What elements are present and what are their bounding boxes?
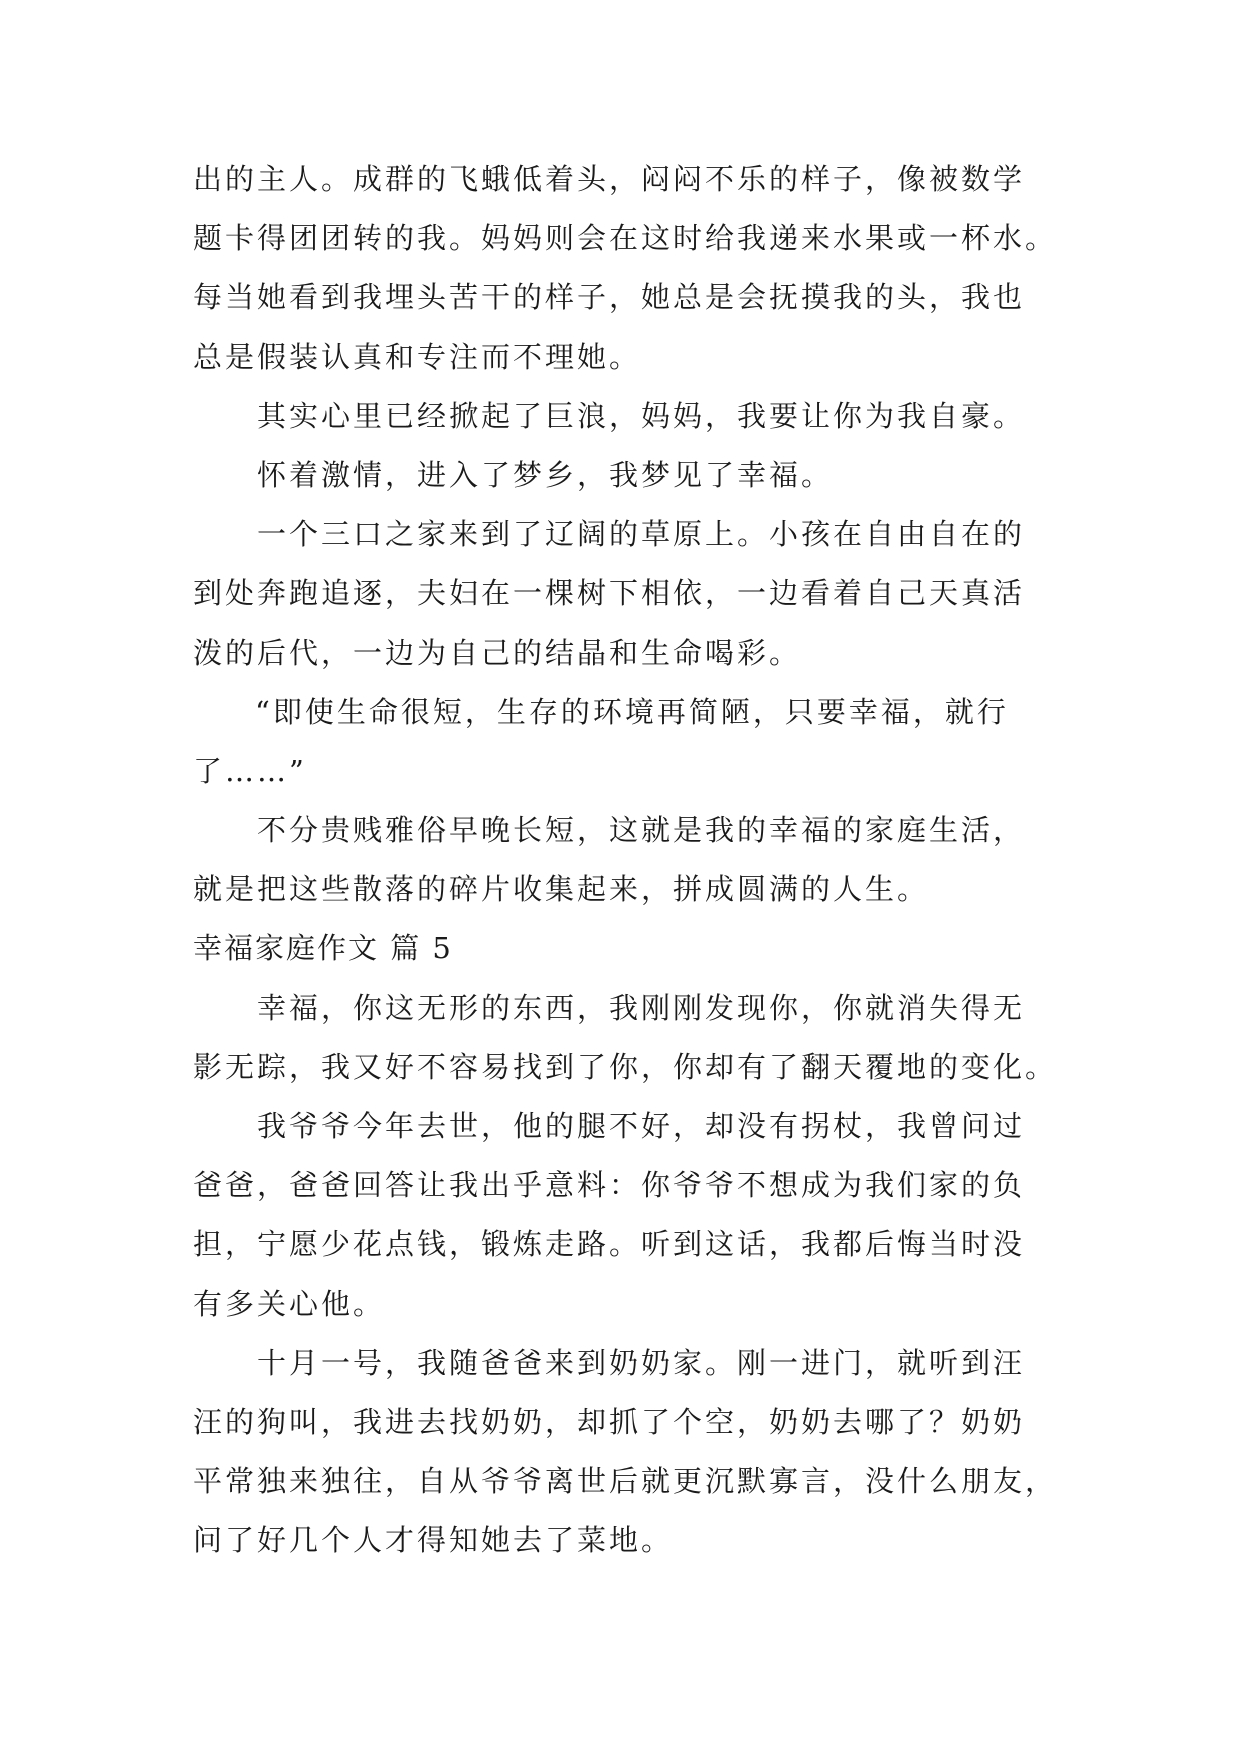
text-line: 十月一号，我随爸爸来到奶奶家。刚一进门，就听到汪 — [257, 1345, 1026, 1380]
text-line: 平常独来独往，自从爷爷离世后就更沉默寡言，没什么朋友， — [193, 1464, 1058, 1499]
text-line: 泼的后代，一边为自己的结晶和生命喝彩。 — [193, 635, 802, 670]
text-line: 汪的狗叫，我进去找奶奶，却抓了个空，奶奶去哪了？奶奶 — [193, 1404, 1026, 1439]
text-line: 影无踪，我又好不容易找到了你，你却有了翻天覆地的变化。 — [193, 1049, 1058, 1084]
text-line: 担，宁愿少花点钱，锻炼走路。听到这话，我都后悔当时没 — [193, 1227, 1026, 1262]
text-line: 总是假装认真和专注而不理她。 — [193, 339, 642, 374]
text-line: 其实心里已经掀起了巨浪，妈妈，我要让你为我自豪。 — [257, 398, 1026, 433]
text-line: “即使生命很短，生存的环境再简陋，只要幸福，就行 — [255, 694, 1009, 729]
text-line: 了……” — [193, 753, 307, 788]
section-heading: 幸福家庭作文 篇 5 — [193, 931, 453, 966]
text-line: 题卡得团团转的我。妈妈则会在这时给我递来水果或一杯水。 — [193, 221, 1058, 256]
text-line: 怀着激情，进入了梦乡，我梦见了幸福。 — [257, 457, 834, 492]
text-line: 出的主人。成群的飞蛾低着头，闷闷不乐的样子，像被数学 — [193, 162, 1026, 196]
text-line: 就是把这些散落的碎片收集起来，拼成圆满的人生。 — [193, 872, 930, 907]
text-line: 有多关心他。 — [193, 1286, 386, 1321]
text-line: 问了好几个人才得知她去了菜地。 — [193, 1523, 674, 1558]
text-line: 到处奔跑追逐，夫妇在一棵树下相依，一边看着自己天真活 — [193, 576, 1026, 611]
text-line: 不分贵贱雅俗早晚长短，这就是我的幸福的家庭生活， — [257, 813, 1026, 848]
text-line: 爸爸，爸爸回答让我出乎意料：你爷爷不想成为我们家的负 — [193, 1168, 1026, 1203]
text-line: 一个三口之家来到了辽阔的草原上。小孩在自由自在的 — [257, 517, 1026, 552]
text-line: 每当她看到我埋头苦干的样子，她总是会抚摸我的头，我也 — [193, 280, 1026, 315]
document-body — [193, 150, 1073, 1571]
text-line: 我爷爷今年去世，他的腿不好，却没有拐杖，我曾问过 — [257, 1109, 1026, 1143]
text-line: 幸福，你这无形的东西，我刚刚发现你，你就消失得无 — [257, 990, 1026, 1025]
